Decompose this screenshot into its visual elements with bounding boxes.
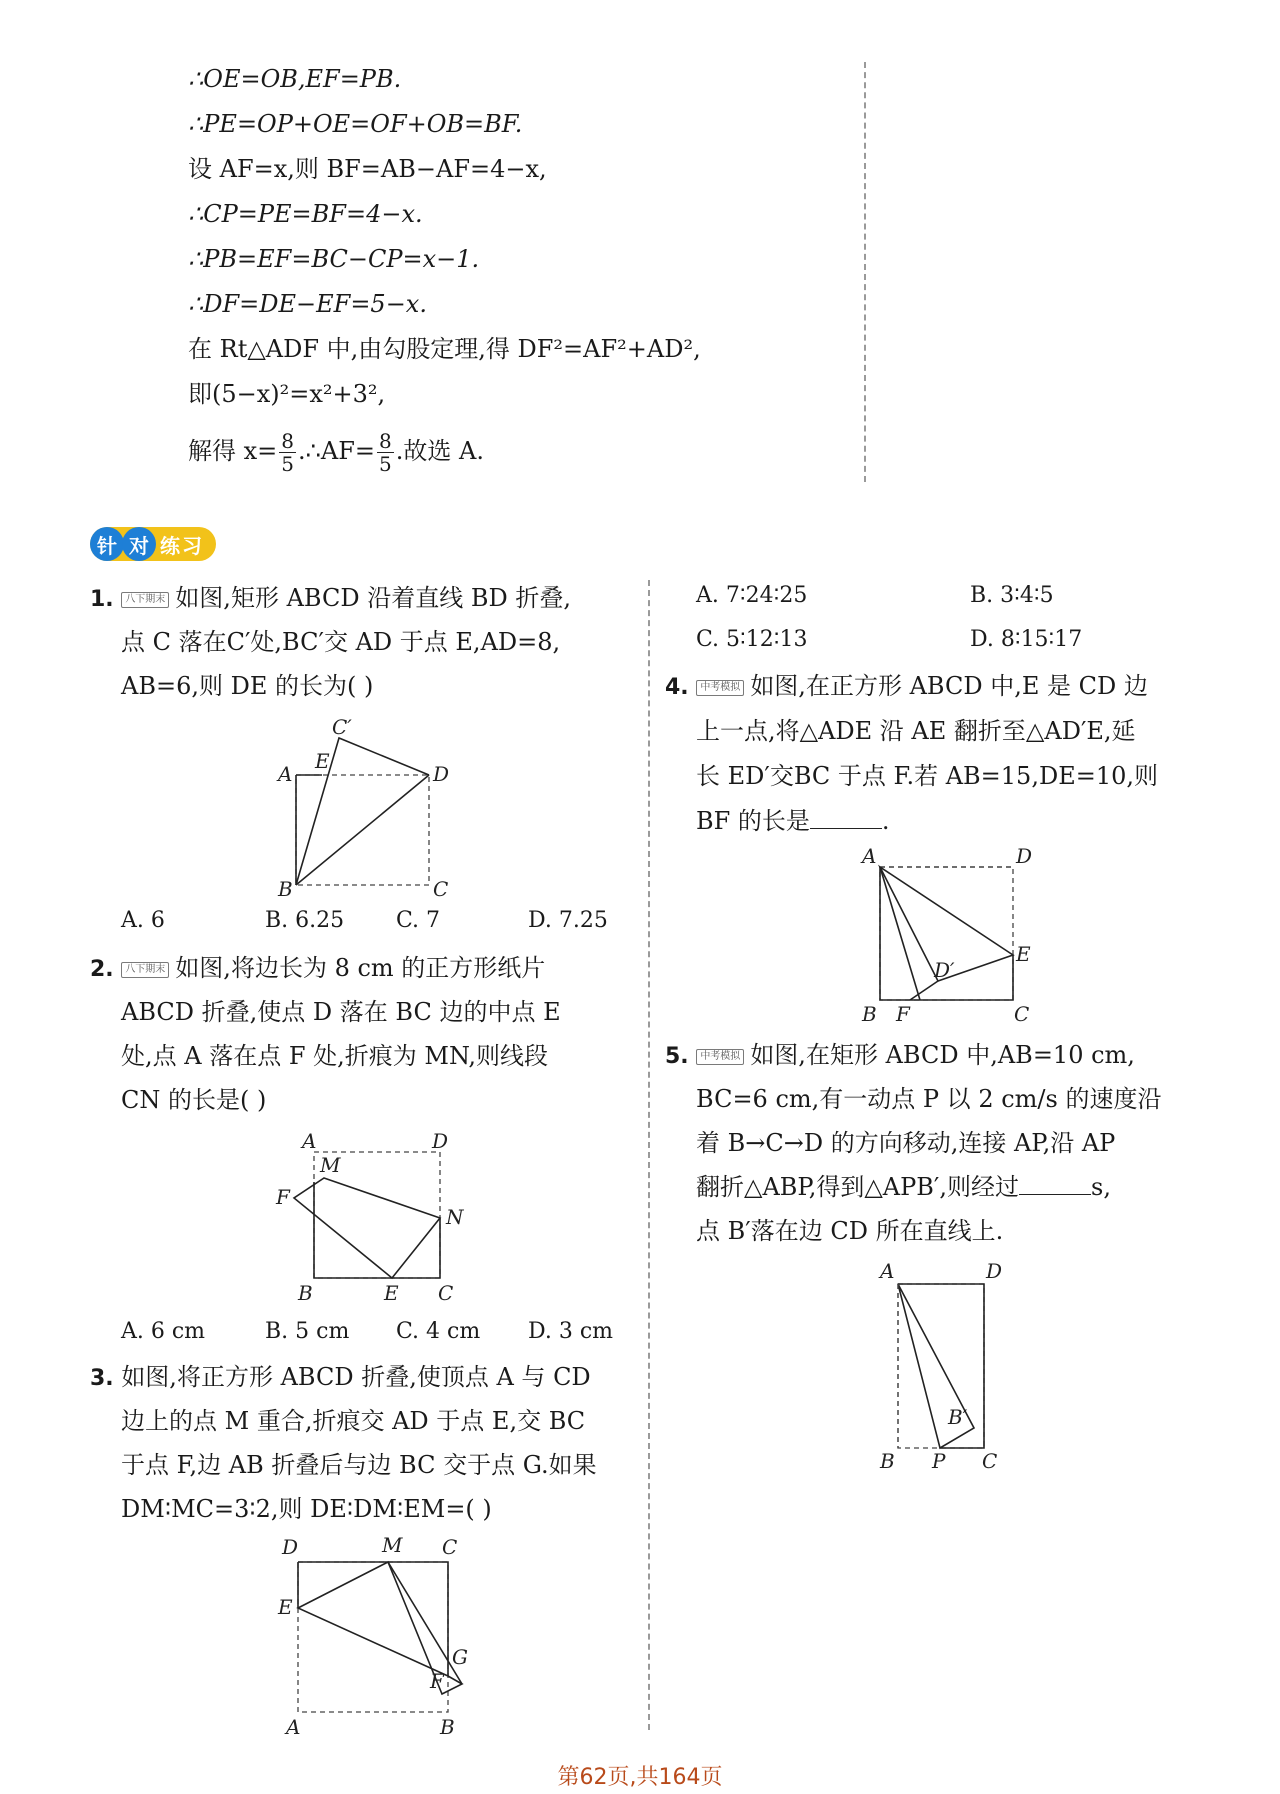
solution-line-5: ∴PB=EF=BC−CP=x−1.	[188, 245, 480, 273]
q5-source-badge: 中考模拟	[696, 1049, 744, 1065]
q2-line-4: CN 的长是( )	[121, 1086, 267, 1114]
section-heading	[90, 527, 216, 561]
q1-label-c: C	[433, 877, 449, 901]
q3-option-b[interactable]: B. 3∶4∶5	[970, 583, 1054, 608]
q2-option-b[interactable]: B. 5 cm	[265, 1319, 350, 1344]
q1-line-2: 点 C 落在C′处,BC′交 AD 于点 E,AD=8,	[121, 628, 561, 656]
q4-line-4	[696, 806, 890, 836]
q3-label-e: E	[278, 1595, 293, 1619]
solution-line-3: 设 AF=x,则 BF=AB−AF=4−x,	[188, 155, 547, 183]
q1-label-d: D	[433, 762, 450, 786]
q2-label-b: B	[298, 1281, 313, 1305]
solution-line-2: ∴PE=OP+OE=OF+OB=BF.	[188, 110, 523, 138]
q1-option-d[interactable]: D. 7.25	[528, 908, 608, 933]
q2-option-a[interactable]: A. 6 cm	[121, 1319, 206, 1344]
q2-number: 2.	[90, 957, 114, 982]
column-divider	[648, 580, 650, 1730]
q5-line-2: BC=6 cm,有一动点 P 以 2 cm/s 的速度沿	[696, 1085, 1162, 1113]
solution-line-7: 在 Rt△ADF 中,由勾股定理,得 DF²=AF²+AD²,	[188, 335, 701, 363]
q4-line-1	[665, 671, 1148, 703]
q5-line-4	[696, 1172, 1111, 1202]
q2-source-badge: 八下期末	[121, 962, 169, 978]
q5-label-c: C	[982, 1449, 998, 1473]
q1-line-1	[90, 583, 571, 615]
q4-number: 4.	[665, 675, 689, 700]
q4-label-e: E	[1016, 942, 1031, 966]
q1-figure	[270, 712, 480, 902]
q5-number: 5.	[665, 1044, 689, 1069]
q4-line-3: 长 ED′交BC 于点 F.若 AB=15,DE=10,则	[696, 762, 1158, 790]
q1-option-b[interactable]: B. 6.25	[265, 908, 345, 933]
q3-label-c: C	[442, 1535, 458, 1559]
q3-line-4: DM∶MC=3∶2,则 DE∶DM∶EM=( )	[121, 1495, 492, 1523]
q1-label-e: E	[315, 749, 330, 773]
q3-label-g: G	[452, 1645, 468, 1669]
q4-text-4-end: .	[881, 807, 890, 835]
q3-option-d[interactable]: D. 8∶15∶17	[970, 627, 1083, 652]
q3-option-c[interactable]: C. 5∶12∶13	[696, 627, 808, 652]
q5-text-4: 翻折△ABP,得到△APB′,则经过	[696, 1173, 1019, 1201]
q5-label-p: P	[932, 1449, 946, 1473]
q4-text-1: 如图,在正方形 ABCD 中,E 是 CD 边	[750, 672, 1148, 700]
q4-text-4: BF 的长是	[696, 807, 810, 835]
q3-label-m: M	[382, 1534, 403, 1557]
solution-line-8: 即(5−x)²=x²+3²,	[188, 380, 386, 408]
q4-figure	[850, 845, 1050, 1025]
q5-figure	[870, 1256, 1040, 1476]
q1-source-badge: 八下期末	[121, 592, 169, 608]
q2-label-m: M	[320, 1153, 341, 1177]
q1-label-c1: C′	[332, 715, 352, 739]
solution-line-4: ∴CP=PE=BF=4−x.	[188, 200, 423, 228]
q4-label-c: C	[1014, 1002, 1030, 1025]
solution-text-2: .∴AF=	[298, 437, 376, 465]
section-heading-char-1: 针	[90, 527, 124, 561]
q5-label-b: B	[880, 1449, 895, 1473]
q3-option-a[interactable]: A. 7∶24∶25	[696, 583, 808, 608]
solution-line-6: ∴DF=DE−EF=5−x.	[188, 290, 427, 318]
q4-label-b: B	[862, 1002, 877, 1025]
q5-line-5: 点 B′落在边 CD 所在直线上.	[696, 1217, 1004, 1245]
q5-label-d: D	[986, 1259, 1003, 1283]
q1-line-3: AB=6,则 DE 的长为( )	[121, 672, 374, 700]
q5-label-b1: B′	[948, 1405, 968, 1429]
solution-text-3: .故选 A.	[395, 437, 484, 465]
q2-text-1: 如图,将边长为 8 cm 的正方形纸片	[175, 954, 546, 982]
q4-line-2: 上一点,将△ADE 沿 AE 翻折至△AD′E,延	[696, 717, 1136, 745]
solution-line-9	[188, 430, 484, 475]
section-heading-char-2: 对	[122, 527, 156, 561]
page-indicator: 第62页,共164页	[557, 1765, 723, 1790]
section-heading-rest: 练习	[160, 533, 204, 558]
q3-figure	[272, 1534, 482, 1744]
q3-text-1: 如图,将正方形 ABCD 折叠,使顶点 A 与 CD	[121, 1363, 591, 1391]
q5-label-a: A	[880, 1259, 895, 1283]
q4-label-d1: D′	[934, 958, 955, 982]
q3-line-2: 边上的点 M 重合,折痕交 AD 于点 E,交 BC	[121, 1407, 586, 1435]
q5-answer-blank[interactable]	[1019, 1174, 1091, 1195]
q2-label-f: F	[276, 1185, 290, 1209]
q3-label-f: F	[430, 1669, 444, 1693]
q1-label-b: B	[278, 877, 293, 901]
q2-option-c[interactable]: C. 4 cm	[396, 1319, 481, 1344]
solution-line-1: ∴OE=OB,EF=PB.	[188, 65, 402, 93]
q2-label-e: E	[384, 1281, 399, 1305]
q5-text-4-end: s,	[1091, 1173, 1111, 1201]
q4-label-a: A	[862, 845, 877, 868]
solution-text-1: 解得 x=	[188, 437, 278, 465]
q4-source-badge: 中考模拟	[696, 680, 744, 696]
fraction-8-5-b: $\frac{8}{5}$	[379, 429, 392, 476]
q2-label-a: A	[302, 1129, 317, 1153]
q3-line-3: 于点 F,边 AB 折叠后与边 BC 交于点 G.如果	[121, 1451, 597, 1479]
q1-text-1: 如图,矩形 ABCD 沿着直线 BD 折叠,	[175, 584, 571, 612]
q3-number: 3.	[90, 1366, 114, 1391]
q3-line-1	[90, 1362, 591, 1394]
q3-label-a: A	[286, 1715, 301, 1739]
q2-figure	[272, 1128, 482, 1308]
q3-label-d: D	[282, 1535, 299, 1559]
q2-label-d: D	[432, 1129, 449, 1153]
q3-label-b: B	[440, 1715, 455, 1739]
q2-line-3: 处,点 A 落在点 F 处,折痕为 MN,则线段	[121, 1042, 549, 1070]
q5-line-1	[665, 1040, 1135, 1072]
q2-line-2: ABCD 折叠,使点 D 落在 BC 边的中点 E	[121, 998, 561, 1026]
q2-option-d[interactable]: D. 3 cm	[528, 1319, 614, 1344]
top-column-divider	[864, 62, 866, 482]
fraction-8-5: $\frac{8}{5}$	[281, 429, 295, 476]
q2-label-c: C	[438, 1281, 454, 1305]
q1-option-a[interactable]: A. 6	[121, 908, 165, 933]
q5-line-3: 着 B→C→D 的方向移动,连接 AP,沿 AP	[696, 1129, 1116, 1157]
q4-label-f: F	[896, 1002, 910, 1025]
q4-label-d: D	[1016, 845, 1033, 868]
q5-text-1: 如图,在矩形 ABCD 中,AB=10 cm,	[750, 1041, 1135, 1069]
q2-line-1	[90, 953, 545, 985]
q1-number: 1.	[90, 587, 114, 612]
q1-label-a: A	[278, 762, 293, 786]
q2-label-n: N	[446, 1205, 464, 1229]
q1-option-c[interactable]: C. 7	[396, 908, 441, 933]
q4-answer-blank[interactable]	[810, 808, 882, 829]
